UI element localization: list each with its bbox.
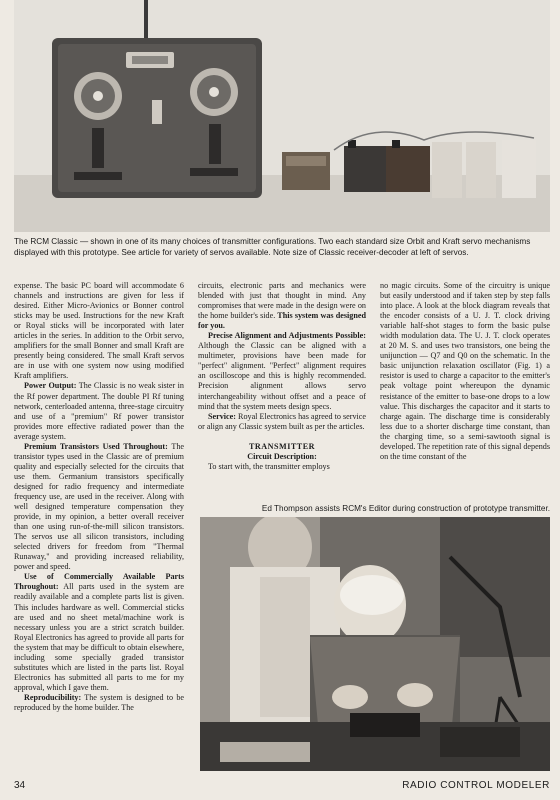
magazine-name: RADIO CONTROL MODELER bbox=[402, 780, 550, 791]
run-in-heading: Reproducibility: bbox=[24, 692, 82, 702]
column-1 bbox=[14, 281, 184, 713]
run-in-heading: Service: bbox=[208, 411, 236, 421]
paragraph bbox=[198, 331, 366, 411]
paragraph: To start with, the transmitter employs bbox=[208, 461, 330, 471]
section-subheading: Circuit Description: bbox=[247, 451, 317, 461]
run-in-heading: Use of Commercially Available Parts Throughout: bbox=[14, 572, 184, 592]
paragraph-text: The transistor types used in the Classic are of premium quality and especially selected for the circuits that use them. Germanium transistors specifically designed for radio frequency and intermediate frequency use, are used in the receiver. Along with well designed temperature compensation they provide, in my opinion, a better overall receiver than one using run-of-the-mill silicon transistors. The servos use all silicon transistors, including selected drivers for freedom from "Thermal Runaway," and providing increased reliability, power and speed. bbox=[14, 441, 184, 572]
bottom-photo-caption: Ed Thompson assists RCM's Editor during construction of prototype transmitter. bbox=[261, 504, 550, 513]
workbench-photo bbox=[200, 517, 550, 771]
paragraph-text: All parts used in the system are readily available and a complete parts list is given. This includes hardware as well. Commercial sticks are used and no sheet metal/machine work is necessary unless you are a strict scratch builder. Royal Electronics has agreed to provide all parts for the system that may be difficult to obtain elsewhere, including some specially graded transistor substitutes which are listed in the parts list. Royal Electronics has submitted all parts to me for my approval, which I gave them. bbox=[14, 582, 184, 692]
paragraph bbox=[14, 693, 184, 713]
paragraph: no magic circuits. Some of the circuitry is unique but easily understood and if taken step by step falls into place. A look at the block diagram reveals that the encoder consists of a U. J. T. clock driving variable half-shot stages to form the basic pulse width modulation data. The U. J. T. clock operates at 20 M. S. and uses two transistors, one being the unijunction — Q7 and Q0 on the schematic. In the basic unijunction relaxation oscillator (Fig. 1) a resistor is used to charge a capacitor to the emitter's peak voltage point whereupon the dynamic resistance of the emitter to base-one drops to a low value. This discharges the capacitor and it starts to charge again. The discharge time is considerably less due to a shorter discharge time constant, than the charging time, so a semi-sawtooth signal is developed. The repetition rate of this signal depends on the time constant of the bbox=[380, 281, 550, 461]
paragraph-text: Royal Electronics has agreed to service or align any Classic system built as per the articles. bbox=[198, 411, 366, 431]
transmitter-photo bbox=[14, 0, 550, 232]
column-2 bbox=[198, 281, 366, 472]
page-number: 34 bbox=[14, 780, 26, 791]
section-heading: TRANSMITTER bbox=[249, 441, 315, 451]
paragraph bbox=[14, 572, 184, 693]
page-footer bbox=[14, 780, 550, 794]
paragraph-text: The system is designed to be reproduced by the home builder. The bbox=[14, 692, 184, 712]
paragraph bbox=[14, 381, 184, 441]
paragraph-text: The Classic is no weak sister in the Rf power department. The double PI Rf tuning network, centerloaded antenna, three-stage circuitry and use of a "premium" Rf power transistor provides more effective radiated power than the average system. bbox=[14, 381, 184, 441]
paragraph bbox=[198, 412, 366, 432]
paragraph bbox=[198, 281, 366, 331]
run-in-heading: Premium Transistors Used Throughout: bbox=[24, 441, 168, 451]
run-in-heading: Precise Alignment and Adjustments Possible: bbox=[208, 331, 366, 341]
transmitter-photo-illustration bbox=[14, 0, 550, 232]
paragraph bbox=[14, 442, 184, 573]
top-photo-caption: The RCM Classic — shown in one of its many choices of transmitter configurations. Two each standard size Orbit and Kraft servo mechanisms displayed with this prototype. See article for variety of servos available. Note size of Classic receiver-decoder at left of servos. bbox=[14, 237, 531, 257]
workbench-photo-illustration bbox=[200, 517, 550, 771]
paragraph-text: circuits, electronic parts and mechanics were blended with just that thought in mind. Any compromises that were made in the design were on the home builder's side. bbox=[198, 281, 366, 321]
emphasis: This system was designed for you. bbox=[198, 311, 366, 331]
paragraph: expense. The basic PC board will accommodate 6 channels and instructions are given for less if desired. Either Micro-Avionics or Bonner control sticks may be used. Instructions for the new Kraft or Royal sticks will be incorporated with later articles in the series. In addition to the Orbit servo, amplifiers for the small Bonner and small Kraft are presently being considered. The small Kraft servos are in use with one system now using modified Kraft amplifiers. bbox=[14, 281, 184, 381]
run-in-heading: Power Output: bbox=[24, 381, 77, 391]
column-3 bbox=[380, 281, 550, 462]
paragraph-text: Although the Classic can be aligned with a multimeter, provisions have been made for "perfect" alignment. "Perfect" alignment requires an oscilloscope and this is highly recommended. Precision alignment allows servo interchangeability without offset and a peace of mind that the system meets design specs. bbox=[198, 341, 366, 411]
